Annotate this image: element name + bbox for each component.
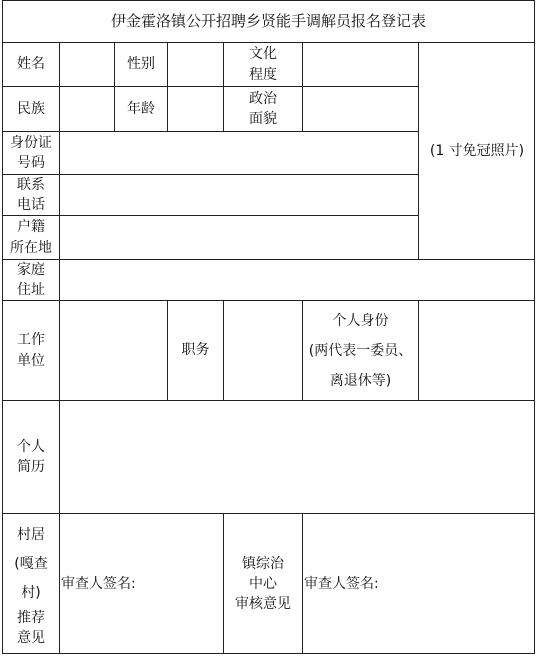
input-home-address[interactable] (59, 259, 535, 300)
label-town-center-review: 镇综治 中心 审核意见 (223, 513, 302, 654)
reviewer-signature-village[interactable]: 审查人签名: (59, 513, 223, 654)
form-title: 伊金霍洛镇公开招聘乡贤能手调解员报名登记表 (110, 11, 426, 30)
label-work-unit: 工作 单位 (2, 300, 59, 400)
input-resume[interactable] (59, 400, 535, 513)
input-name[interactable] (59, 42, 114, 86)
input-education[interactable] (302, 42, 418, 86)
input-gender[interactable] (167, 42, 223, 86)
input-id-number[interactable] (59, 131, 418, 174)
reviewer-signature-town[interactable]: 审查人签名: (302, 513, 535, 654)
photo-box[interactable]: (1 寸免冠照片) (418, 42, 535, 259)
label-personal-identity: 个人身份 (两代表一委员、 离退休等) (302, 300, 418, 400)
label-household-registration: 户籍 所在地 (2, 215, 59, 259)
input-personal-identity[interactable] (418, 300, 535, 400)
label-phone: 联系 电话 (2, 174, 59, 215)
label-resume: 个人 简历 (2, 400, 59, 513)
label-name: 姓名 (2, 42, 59, 86)
label-education: 文化 程度 (223, 42, 302, 86)
label-position: 职务 (167, 300, 223, 400)
input-phone[interactable] (59, 174, 418, 215)
input-age[interactable] (167, 86, 223, 131)
input-household-registration[interactable] (59, 215, 418, 259)
input-position[interactable] (223, 300, 302, 400)
label-home-address: 家庭 住址 (2, 259, 59, 300)
input-work-unit[interactable] (59, 300, 167, 400)
label-gender: 性别 (114, 42, 167, 86)
label-age: 年龄 (114, 86, 167, 131)
label-village-recommendation: 村居 (嘎查 村) 推荐 意见 (2, 513, 59, 654)
label-ethnicity: 民族 (2, 86, 59, 131)
label-political-status: 政治 面貌 (223, 86, 302, 131)
input-political-status[interactable] (302, 86, 418, 131)
label-id-number: 身份证 号码 (2, 131, 59, 174)
input-ethnicity[interactable] (59, 86, 114, 131)
